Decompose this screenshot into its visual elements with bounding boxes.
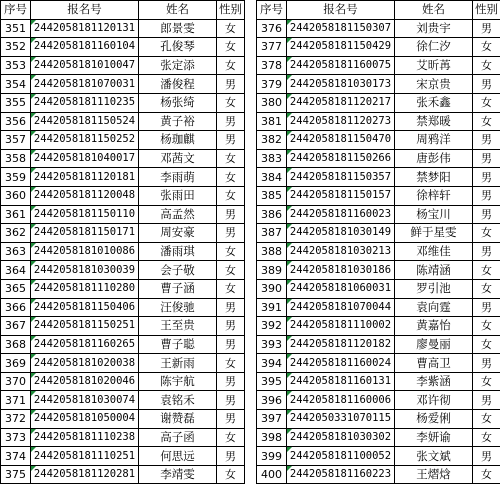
header-row bbox=[257, 1, 500, 20]
seq-cell: 356 bbox=[1, 112, 31, 131]
reg-cell: 2442058181120048 bbox=[31, 186, 139, 205]
seq-cell: 387 bbox=[257, 224, 287, 243]
sex-cell: 男 bbox=[217, 391, 245, 410]
table-row bbox=[1, 317, 245, 336]
name-cell: 陈靖涵 bbox=[395, 261, 473, 280]
table-row bbox=[257, 391, 500, 410]
sex-cell: 男 bbox=[217, 317, 245, 336]
table-row bbox=[1, 205, 245, 224]
reg-cell: 2442058181150251 bbox=[31, 317, 139, 336]
table-row bbox=[257, 298, 500, 317]
reg-cell: 2442058181050004 bbox=[31, 410, 139, 429]
table-row bbox=[257, 205, 500, 224]
sex-cell: 男 bbox=[473, 131, 500, 150]
sex-cell: 女 bbox=[473, 372, 500, 391]
reg-cell: 2442058181070031 bbox=[31, 75, 139, 94]
name-cell: 曹子涵 bbox=[139, 279, 217, 298]
reg-cell: 2442058181160024 bbox=[287, 354, 395, 373]
seq-cell: 385 bbox=[257, 186, 287, 205]
reg-cell: 2442058181030186 bbox=[287, 261, 395, 280]
right-roster-table bbox=[256, 0, 500, 484]
seq-cell: 361 bbox=[1, 205, 31, 224]
seq-cell: 386 bbox=[257, 205, 287, 224]
reg-cell: 2442058181100052 bbox=[287, 447, 395, 466]
sex-cell: 男 bbox=[217, 75, 245, 94]
sex-cell: 男 bbox=[217, 335, 245, 354]
table-row bbox=[1, 242, 245, 261]
reg-cell: 2442058181030213 bbox=[287, 242, 395, 261]
name-cell: 谢赞磊 bbox=[139, 410, 217, 429]
reg-cell: 2442058181040017 bbox=[31, 149, 139, 168]
reg-cell: 2442058181030173 bbox=[287, 75, 395, 94]
reg-cell: 2442058181030039 bbox=[31, 261, 139, 280]
name-cell: 李靖雯 bbox=[139, 465, 217, 484]
reg-cell: 2442058181150266 bbox=[287, 149, 395, 168]
reg-cell: 2442058181020038 bbox=[31, 354, 139, 373]
seq-cell: 375 bbox=[1, 465, 31, 484]
table-row bbox=[257, 131, 500, 150]
seq-cell: 358 bbox=[1, 149, 31, 168]
sex-cell: 男 bbox=[473, 354, 500, 373]
sex-cell: 男 bbox=[473, 205, 500, 224]
reg-cell: 2442058181110238 bbox=[31, 428, 139, 447]
reg-cell: 2442058181160075 bbox=[287, 56, 395, 75]
name-cell: 高孟然 bbox=[139, 205, 217, 224]
sex-cell: 男 bbox=[217, 224, 245, 243]
reg-cell: 2442058181110251 bbox=[31, 447, 139, 466]
table-row bbox=[1, 279, 245, 298]
name-cell: 郎景雯 bbox=[139, 19, 217, 38]
name-cell: 李紫涵 bbox=[395, 372, 473, 391]
reg-cell: 2442058181150429 bbox=[287, 38, 395, 57]
seq-cell: 399 bbox=[257, 447, 287, 466]
name-cell: 王新雨 bbox=[139, 354, 217, 373]
seq-cell: 397 bbox=[257, 410, 287, 429]
reg-cell: 2442058181060031 bbox=[287, 279, 395, 298]
left-roster-table bbox=[0, 0, 245, 484]
seq-cell: 370 bbox=[1, 372, 31, 391]
table-row bbox=[257, 372, 500, 391]
reg-cell: 2442058181020046 bbox=[31, 372, 139, 391]
reg-cell: 2442058181010086 bbox=[31, 242, 139, 261]
header-reg: 报名号 bbox=[31, 1, 139, 20]
table-row bbox=[1, 372, 245, 391]
table-row bbox=[257, 19, 500, 38]
seq-cell: 377 bbox=[257, 38, 287, 57]
name-cell: 袁向霆 bbox=[395, 298, 473, 317]
seq-cell: 372 bbox=[1, 410, 31, 429]
sex-cell: 女 bbox=[473, 410, 500, 429]
reg-cell: 2442058181120273 bbox=[287, 112, 395, 131]
name-cell: 高子函 bbox=[139, 428, 217, 447]
sex-cell: 女 bbox=[473, 428, 500, 447]
name-cell: 何思远 bbox=[139, 447, 217, 466]
reg-cell: 2442058181150157 bbox=[287, 186, 395, 205]
seq-cell: 359 bbox=[1, 168, 31, 187]
seq-cell: 396 bbox=[257, 391, 287, 410]
table-row bbox=[257, 112, 500, 131]
table-row bbox=[1, 186, 245, 205]
table-row bbox=[257, 447, 500, 466]
name-cell: 廖曼丽 bbox=[395, 335, 473, 354]
reg-cell: 2442058181150171 bbox=[31, 224, 139, 243]
name-cell: 袁铭禾 bbox=[139, 391, 217, 410]
reg-cell: 2442058181160104 bbox=[31, 38, 139, 57]
name-cell: 邓许彻 bbox=[395, 391, 473, 410]
seq-cell: 379 bbox=[257, 75, 287, 94]
sex-cell: 女 bbox=[217, 465, 245, 484]
seq-cell: 360 bbox=[1, 186, 31, 205]
table-row bbox=[257, 168, 500, 187]
reg-cell: 2442058181070044 bbox=[287, 298, 395, 317]
table-row bbox=[1, 465, 245, 484]
table-row bbox=[1, 131, 245, 150]
table-row bbox=[257, 38, 500, 57]
sex-cell: 女 bbox=[217, 19, 245, 38]
table-row bbox=[1, 224, 245, 243]
seq-cell: 391 bbox=[257, 298, 287, 317]
name-cell: 艾昕苒 bbox=[395, 56, 473, 75]
table-row bbox=[257, 279, 500, 298]
sex-cell: 女 bbox=[217, 168, 245, 187]
sex-cell: 男 bbox=[217, 205, 245, 224]
table-row bbox=[257, 93, 500, 112]
table-row bbox=[257, 261, 500, 280]
sex-cell: 男 bbox=[473, 391, 500, 410]
header-sex: 性别 bbox=[473, 1, 500, 20]
seq-cell: 351 bbox=[1, 19, 31, 38]
header-row bbox=[1, 1, 245, 20]
table-row bbox=[257, 149, 500, 168]
name-cell: 徐梓轩 bbox=[395, 186, 473, 205]
seq-cell: 355 bbox=[1, 93, 31, 112]
name-cell: 刘贵宇 bbox=[395, 19, 473, 38]
reg-cell: 2442058181150252 bbox=[31, 131, 139, 150]
sex-cell: 男 bbox=[217, 447, 245, 466]
seq-cell: 352 bbox=[1, 38, 31, 57]
sex-cell: 女 bbox=[217, 279, 245, 298]
name-cell: 杨珈麒 bbox=[139, 131, 217, 150]
right-table-body bbox=[257, 19, 500, 484]
name-cell: 杨爱俐 bbox=[395, 410, 473, 429]
header-seq: 序号 bbox=[257, 1, 287, 20]
seq-cell: 393 bbox=[257, 335, 287, 354]
sex-cell: 男 bbox=[473, 242, 500, 261]
sex-cell: 男 bbox=[217, 372, 245, 391]
seq-cell: 395 bbox=[257, 372, 287, 391]
seq-cell: 378 bbox=[257, 56, 287, 75]
reg-cell: 2442058181150406 bbox=[31, 298, 139, 317]
table-row bbox=[257, 335, 500, 354]
sex-cell: 女 bbox=[473, 261, 500, 280]
reg-cell: 2442058181150307 bbox=[287, 19, 395, 38]
table-row bbox=[1, 19, 245, 38]
name-cell: 汪俊驰 bbox=[139, 298, 217, 317]
reg-cell: 2442058181150524 bbox=[31, 112, 139, 131]
seq-cell: 354 bbox=[1, 75, 31, 94]
header-reg: 报名号 bbox=[287, 1, 395, 20]
seq-cell: 389 bbox=[257, 261, 287, 280]
name-cell: 曹高卫 bbox=[395, 354, 473, 373]
seq-cell: 381 bbox=[257, 112, 287, 131]
name-cell: 徐仁汐 bbox=[395, 38, 473, 57]
table-row bbox=[1, 391, 245, 410]
table-row bbox=[1, 75, 245, 94]
name-cell: 潘雨琪 bbox=[139, 242, 217, 261]
name-cell: 张文斌 bbox=[395, 447, 473, 466]
reg-cell: 2442058181160006 bbox=[287, 391, 395, 410]
name-cell: 邓维佳 bbox=[395, 242, 473, 261]
reg-cell: 2442058181160131 bbox=[287, 372, 395, 391]
reg-cell: 2442058181120281 bbox=[31, 465, 139, 484]
reg-cell: 2442050331070115 bbox=[287, 410, 395, 429]
seq-cell: 362 bbox=[1, 224, 31, 243]
seq-cell: 365 bbox=[1, 279, 31, 298]
header-seq: 序号 bbox=[1, 1, 31, 20]
reg-cell: 2442058181030074 bbox=[31, 391, 139, 410]
reg-cell: 2442058181120131 bbox=[31, 19, 139, 38]
seq-cell: 369 bbox=[1, 354, 31, 373]
seq-cell: 394 bbox=[257, 354, 287, 373]
name-cell: 罗引池 bbox=[395, 279, 473, 298]
reg-cell: 2442058181160223 bbox=[287, 465, 395, 484]
table-row bbox=[1, 335, 245, 354]
table-row bbox=[257, 186, 500, 205]
sex-cell: 女 bbox=[217, 186, 245, 205]
sex-cell: 女 bbox=[217, 354, 245, 373]
table-row bbox=[1, 56, 245, 75]
seq-cell: 382 bbox=[257, 131, 287, 150]
sex-cell: 男 bbox=[473, 149, 500, 168]
seq-cell: 398 bbox=[257, 428, 287, 447]
name-cell: 王至贵 bbox=[139, 317, 217, 336]
name-cell: 陈宇航 bbox=[139, 372, 217, 391]
sex-cell: 女 bbox=[217, 149, 245, 168]
seq-cell: 368 bbox=[1, 335, 31, 354]
sex-cell: 男 bbox=[217, 410, 245, 429]
sex-cell: 男 bbox=[473, 447, 500, 466]
sex-cell: 男 bbox=[217, 131, 245, 150]
seq-cell: 373 bbox=[1, 428, 31, 447]
table-row bbox=[257, 465, 500, 484]
header-sex: 性别 bbox=[217, 1, 245, 20]
seq-cell: 376 bbox=[257, 19, 287, 38]
table-row bbox=[1, 168, 245, 187]
table-row bbox=[1, 428, 245, 447]
table-row bbox=[1, 93, 245, 112]
name-cell: 唐彭伟 bbox=[395, 149, 473, 168]
sex-cell: 女 bbox=[473, 317, 500, 336]
reg-cell: 2442058181150110 bbox=[31, 205, 139, 224]
seq-cell: 384 bbox=[257, 168, 287, 187]
seq-cell: 400 bbox=[257, 465, 287, 484]
seq-cell: 374 bbox=[1, 447, 31, 466]
table-row bbox=[1, 261, 245, 280]
reg-cell: 2442058181150357 bbox=[287, 168, 395, 187]
table-row bbox=[257, 75, 500, 94]
name-cell: 周安豪 bbox=[139, 224, 217, 243]
name-cell: 杨张绮 bbox=[139, 93, 217, 112]
table-row bbox=[1, 112, 245, 131]
seq-cell: 364 bbox=[1, 261, 31, 280]
sex-cell: 女 bbox=[473, 38, 500, 57]
reg-cell: 2442058181120217 bbox=[287, 93, 395, 112]
table-row bbox=[257, 354, 500, 373]
seq-cell: 388 bbox=[257, 242, 287, 261]
sex-cell: 男 bbox=[473, 168, 500, 187]
table-row bbox=[257, 410, 500, 429]
name-cell: 邓茜文 bbox=[139, 149, 217, 168]
reg-cell: 2442058181110235 bbox=[31, 93, 139, 112]
table-row bbox=[1, 354, 245, 373]
name-cell: 张雨田 bbox=[139, 186, 217, 205]
name-cell: 黄子裕 bbox=[139, 112, 217, 131]
name-cell: 禁郑暖 bbox=[395, 112, 473, 131]
table-row bbox=[1, 298, 245, 317]
table-row bbox=[1, 410, 245, 429]
name-cell: 王熠焓 bbox=[395, 465, 473, 484]
name-cell: 周鸦洋 bbox=[395, 131, 473, 150]
name-cell: 鲜于星雯 bbox=[395, 224, 473, 243]
table-row bbox=[257, 317, 500, 336]
sex-cell: 女 bbox=[473, 279, 500, 298]
sex-cell: 女 bbox=[217, 428, 245, 447]
sex-cell: 女 bbox=[473, 335, 500, 354]
sex-cell: 男 bbox=[473, 298, 500, 317]
sex-cell: 女 bbox=[473, 112, 500, 131]
table-row bbox=[257, 428, 500, 447]
table-row bbox=[257, 56, 500, 75]
name-cell: 潘俊程 bbox=[139, 75, 217, 94]
reg-cell: 2442058181120182 bbox=[287, 335, 395, 354]
sex-cell: 男 bbox=[217, 298, 245, 317]
seq-cell: 383 bbox=[257, 149, 287, 168]
sex-cell: 女 bbox=[473, 93, 500, 112]
sex-cell: 女 bbox=[217, 93, 245, 112]
reg-cell: 2442058181160023 bbox=[287, 205, 395, 224]
seq-cell: 367 bbox=[1, 317, 31, 336]
reg-cell: 2442058181030302 bbox=[287, 428, 395, 447]
left-table-body bbox=[1, 19, 245, 484]
table-row bbox=[257, 224, 500, 243]
reg-cell: 2442058181160265 bbox=[31, 335, 139, 354]
sex-cell: 女 bbox=[473, 465, 500, 484]
table-row bbox=[1, 447, 245, 466]
reg-cell: 2442058181030149 bbox=[287, 224, 395, 243]
name-cell: 杨宝川 bbox=[395, 205, 473, 224]
sex-cell: 女 bbox=[473, 56, 500, 75]
sex-cell: 女 bbox=[217, 38, 245, 57]
sex-cell: 女 bbox=[217, 261, 245, 280]
name-cell: 张禾鑫 bbox=[395, 93, 473, 112]
reg-cell: 2442058181110002 bbox=[287, 317, 395, 336]
reg-cell: 2442058181110280 bbox=[31, 279, 139, 298]
seq-cell: 371 bbox=[1, 391, 31, 410]
sex-cell: 女 bbox=[217, 242, 245, 261]
sex-cell: 男 bbox=[217, 112, 245, 131]
sex-cell: 男 bbox=[473, 75, 500, 94]
name-cell: 会子敬 bbox=[139, 261, 217, 280]
sex-cell: 男 bbox=[473, 186, 500, 205]
header-name: 姓名 bbox=[395, 1, 473, 20]
name-cell: 李妍谕 bbox=[395, 428, 473, 447]
reg-cell: 2442058181120181 bbox=[31, 168, 139, 187]
table-row bbox=[257, 242, 500, 261]
sex-cell: 男 bbox=[473, 19, 500, 38]
table-row bbox=[1, 38, 245, 57]
seq-cell: 380 bbox=[257, 93, 287, 112]
name-cell: 张定添 bbox=[139, 56, 217, 75]
name-cell: 李雨萌 bbox=[139, 168, 217, 187]
reg-cell: 2442058181010047 bbox=[31, 56, 139, 75]
seq-cell: 353 bbox=[1, 56, 31, 75]
name-cell: 禁梦阳 bbox=[395, 168, 473, 187]
seq-cell: 366 bbox=[1, 298, 31, 317]
header-name: 姓名 bbox=[139, 1, 217, 20]
sex-cell: 女 bbox=[217, 56, 245, 75]
seq-cell: 363 bbox=[1, 242, 31, 261]
seq-cell: 392 bbox=[257, 317, 287, 336]
sex-cell: 女 bbox=[473, 224, 500, 243]
table-row bbox=[1, 149, 245, 168]
reg-cell: 2442058181150470 bbox=[287, 131, 395, 150]
name-cell: 黄嘉怡 bbox=[395, 317, 473, 336]
name-cell: 曹子聪 bbox=[139, 335, 217, 354]
name-cell: 宋京贵 bbox=[395, 75, 473, 94]
name-cell: 孔俊琴 bbox=[139, 38, 217, 57]
seq-cell: 357 bbox=[1, 131, 31, 150]
seq-cell: 390 bbox=[257, 279, 287, 298]
